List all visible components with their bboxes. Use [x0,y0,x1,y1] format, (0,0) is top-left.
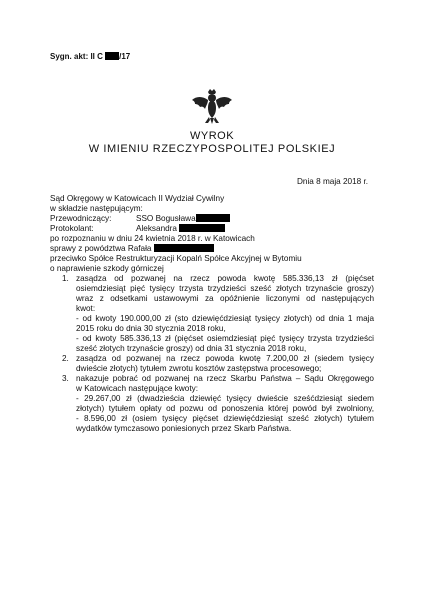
case-signature-prefix: Sygn. akt: II C [50,52,106,61]
chair-label: Przewodniczący: [50,214,112,223]
case-line [50,244,214,254]
item-3-line: wydatków tymczasowo poniesionych przez Skarb Państwa. [76,424,292,433]
clerk-name [136,224,225,234]
composition-intro: w składzie następującym: [50,204,143,213]
redaction-bar [196,214,230,222]
redaction-bar [105,52,119,60]
item-1-line: - od kwoty 190.000,00 zł (sto dziewięćdziesiąt tysięcy złotych) od dnia 1 maja [76,314,374,323]
item-1-line: kwot: [76,304,96,313]
item-3-line: w Katowicach następujące kwoty: [76,384,198,393]
hearing-line: po rozpoznaniu w dniu 24 kwietnia 2018 r. w Katowicach [50,234,255,243]
item-3-line: - 29.267,00 zł (dwadzieścia dziewięć tysięcy dwieście sześćdziesiąt siedem [76,394,374,403]
case-line-text: sprawy z powództwa Rafała [50,244,152,253]
clerk-label: Protokolant: [50,224,94,233]
against-line: przeciwko Spółce Restrukturyzacji Kopalń Spółce Akcyjnej w Bytomiu [50,254,302,263]
eagle-emblem-icon [190,86,234,126]
item-1-line: - od kwoty 585.336,13 zł (pięćset osiemdziesiąt pięć tysięcy trzysta trzydzieści [76,334,374,343]
redaction-bar [154,244,214,252]
item-1-line: sześć złotych trzynaście groszy) od dnia 31 stycznia 2018 roku, [76,344,307,353]
item-1-line: 2015 roku do dnia 30 stycznia 2018 roku, [76,324,226,333]
case-signature-suffix: /17 [119,52,131,61]
item-2-number: 2. [62,354,69,363]
clerk-name-text: Aleksandra [136,224,177,233]
item-3-line: złotych) tytułem opłaty od pozwu od ponoszenia której powód był zwolniony, [76,404,374,413]
case-signature [50,52,130,61]
document-title: WYROK [189,130,235,142]
court-name: Sąd Okręgowy w Katowicach II Wydział Cywilny [50,194,225,203]
chair-name-text: SSO Bogusława [136,214,196,223]
item-2-line: zasądza od pozwanej na rzecz powoda kwotę 7.200,00 zł (siedem tysięcy [76,354,374,363]
subject-line: o naprawienie szkody górniczej [50,264,164,273]
item-3-line: - 8.596,00 zł (osiem tysięcy pięćset dziewięćdziesiąt sześć złotych) tytułem [76,414,374,423]
item-3-number: 3. [62,374,69,383]
chair-name [136,214,230,224]
item-1-line: wraz z odsetkami ustawowymi za opóźnienie liczonymi od następujących [76,294,374,303]
judgment-date: Dnia 8 maja 2018 r. [297,177,369,186]
item-2-line: dwieście złotych) tytułem zwrotu kosztów zastępstwa procesowego; [76,364,322,373]
redaction-bar [179,224,225,232]
item-1-line: zasądza od pozwanej na rzecz powoda kwotę 585.336,13 zł (pięćset [76,274,374,283]
item-3-line: nakazuje pobrać od pozwanej na rzecz Skarbu Państwa – Sądu Okręgowego [76,374,374,383]
item-1-number: 1. [62,274,69,283]
item-1-line: osiemdziesiąt pięć tysięcy trzysta trzydzieści sześć złotych trzynaście groszy) [76,284,374,293]
document-subtitle: W IMIENIU RZECZYPOSPOLITEJ POLSKIEJ [88,143,336,155]
